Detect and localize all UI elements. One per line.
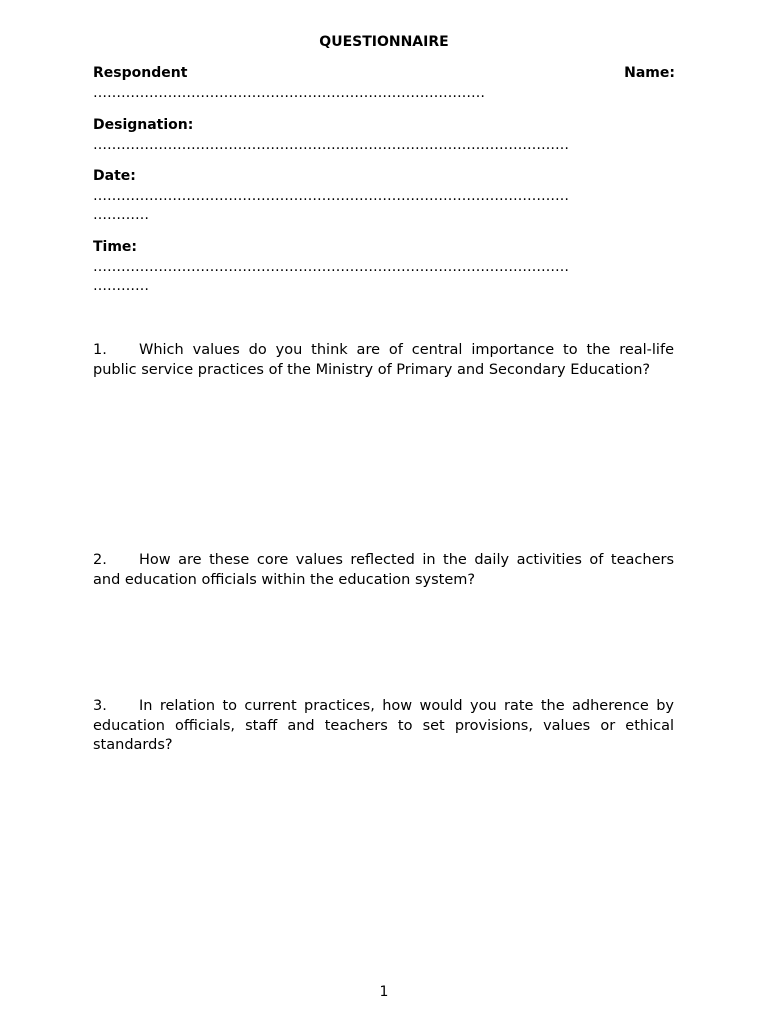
question-3 <box>93 697 674 756</box>
respondent-label: Respondent <box>93 65 188 81</box>
name-label: Name: <box>624 65 675 81</box>
date-field <box>93 167 675 226</box>
question-1 <box>93 341 674 380</box>
date-blank-line-continued: ………… <box>93 207 149 223</box>
time-label: Time: <box>93 239 138 255</box>
time-blank-line: ………………………………………………………………………………………… <box>93 258 569 275</box>
question-number: 1. <box>93 342 107 358</box>
question-text: In relation to current practices, how would you rate the adherence by education officials, staff and teachers to set provisions, values or ethical standards? <box>93 698 674 754</box>
question-2 <box>93 551 674 590</box>
question-number: 2. <box>93 552 107 568</box>
page-number: 1 <box>379 984 389 1000</box>
name-blank-line: ………………………………………………………………………… <box>93 84 485 101</box>
time-blank-line-continued: ………… <box>93 278 149 294</box>
designation-blank-line: ………………………………………………………………………………………… <box>93 136 569 153</box>
time-field <box>93 238 675 297</box>
respondent-row <box>93 64 675 84</box>
date-blank-line: ………………………………………………………………………………………… <box>93 187 569 204</box>
designation-field <box>93 116 675 155</box>
date-label: Date: <box>93 168 136 184</box>
page-title: QUESTIONNAIRE <box>319 34 449 50</box>
respondent-name-field <box>93 64 675 103</box>
question-number: 3. <box>93 698 107 714</box>
question-text: Which values do you think are of central importance to the real-life public service practices of the Ministry of Primary and Secondary Education? <box>93 342 674 378</box>
designation-label: Designation: <box>93 117 194 133</box>
question-text: How are these core values reflected in the daily activities of teachers and education officials within the education system? <box>93 552 674 588</box>
